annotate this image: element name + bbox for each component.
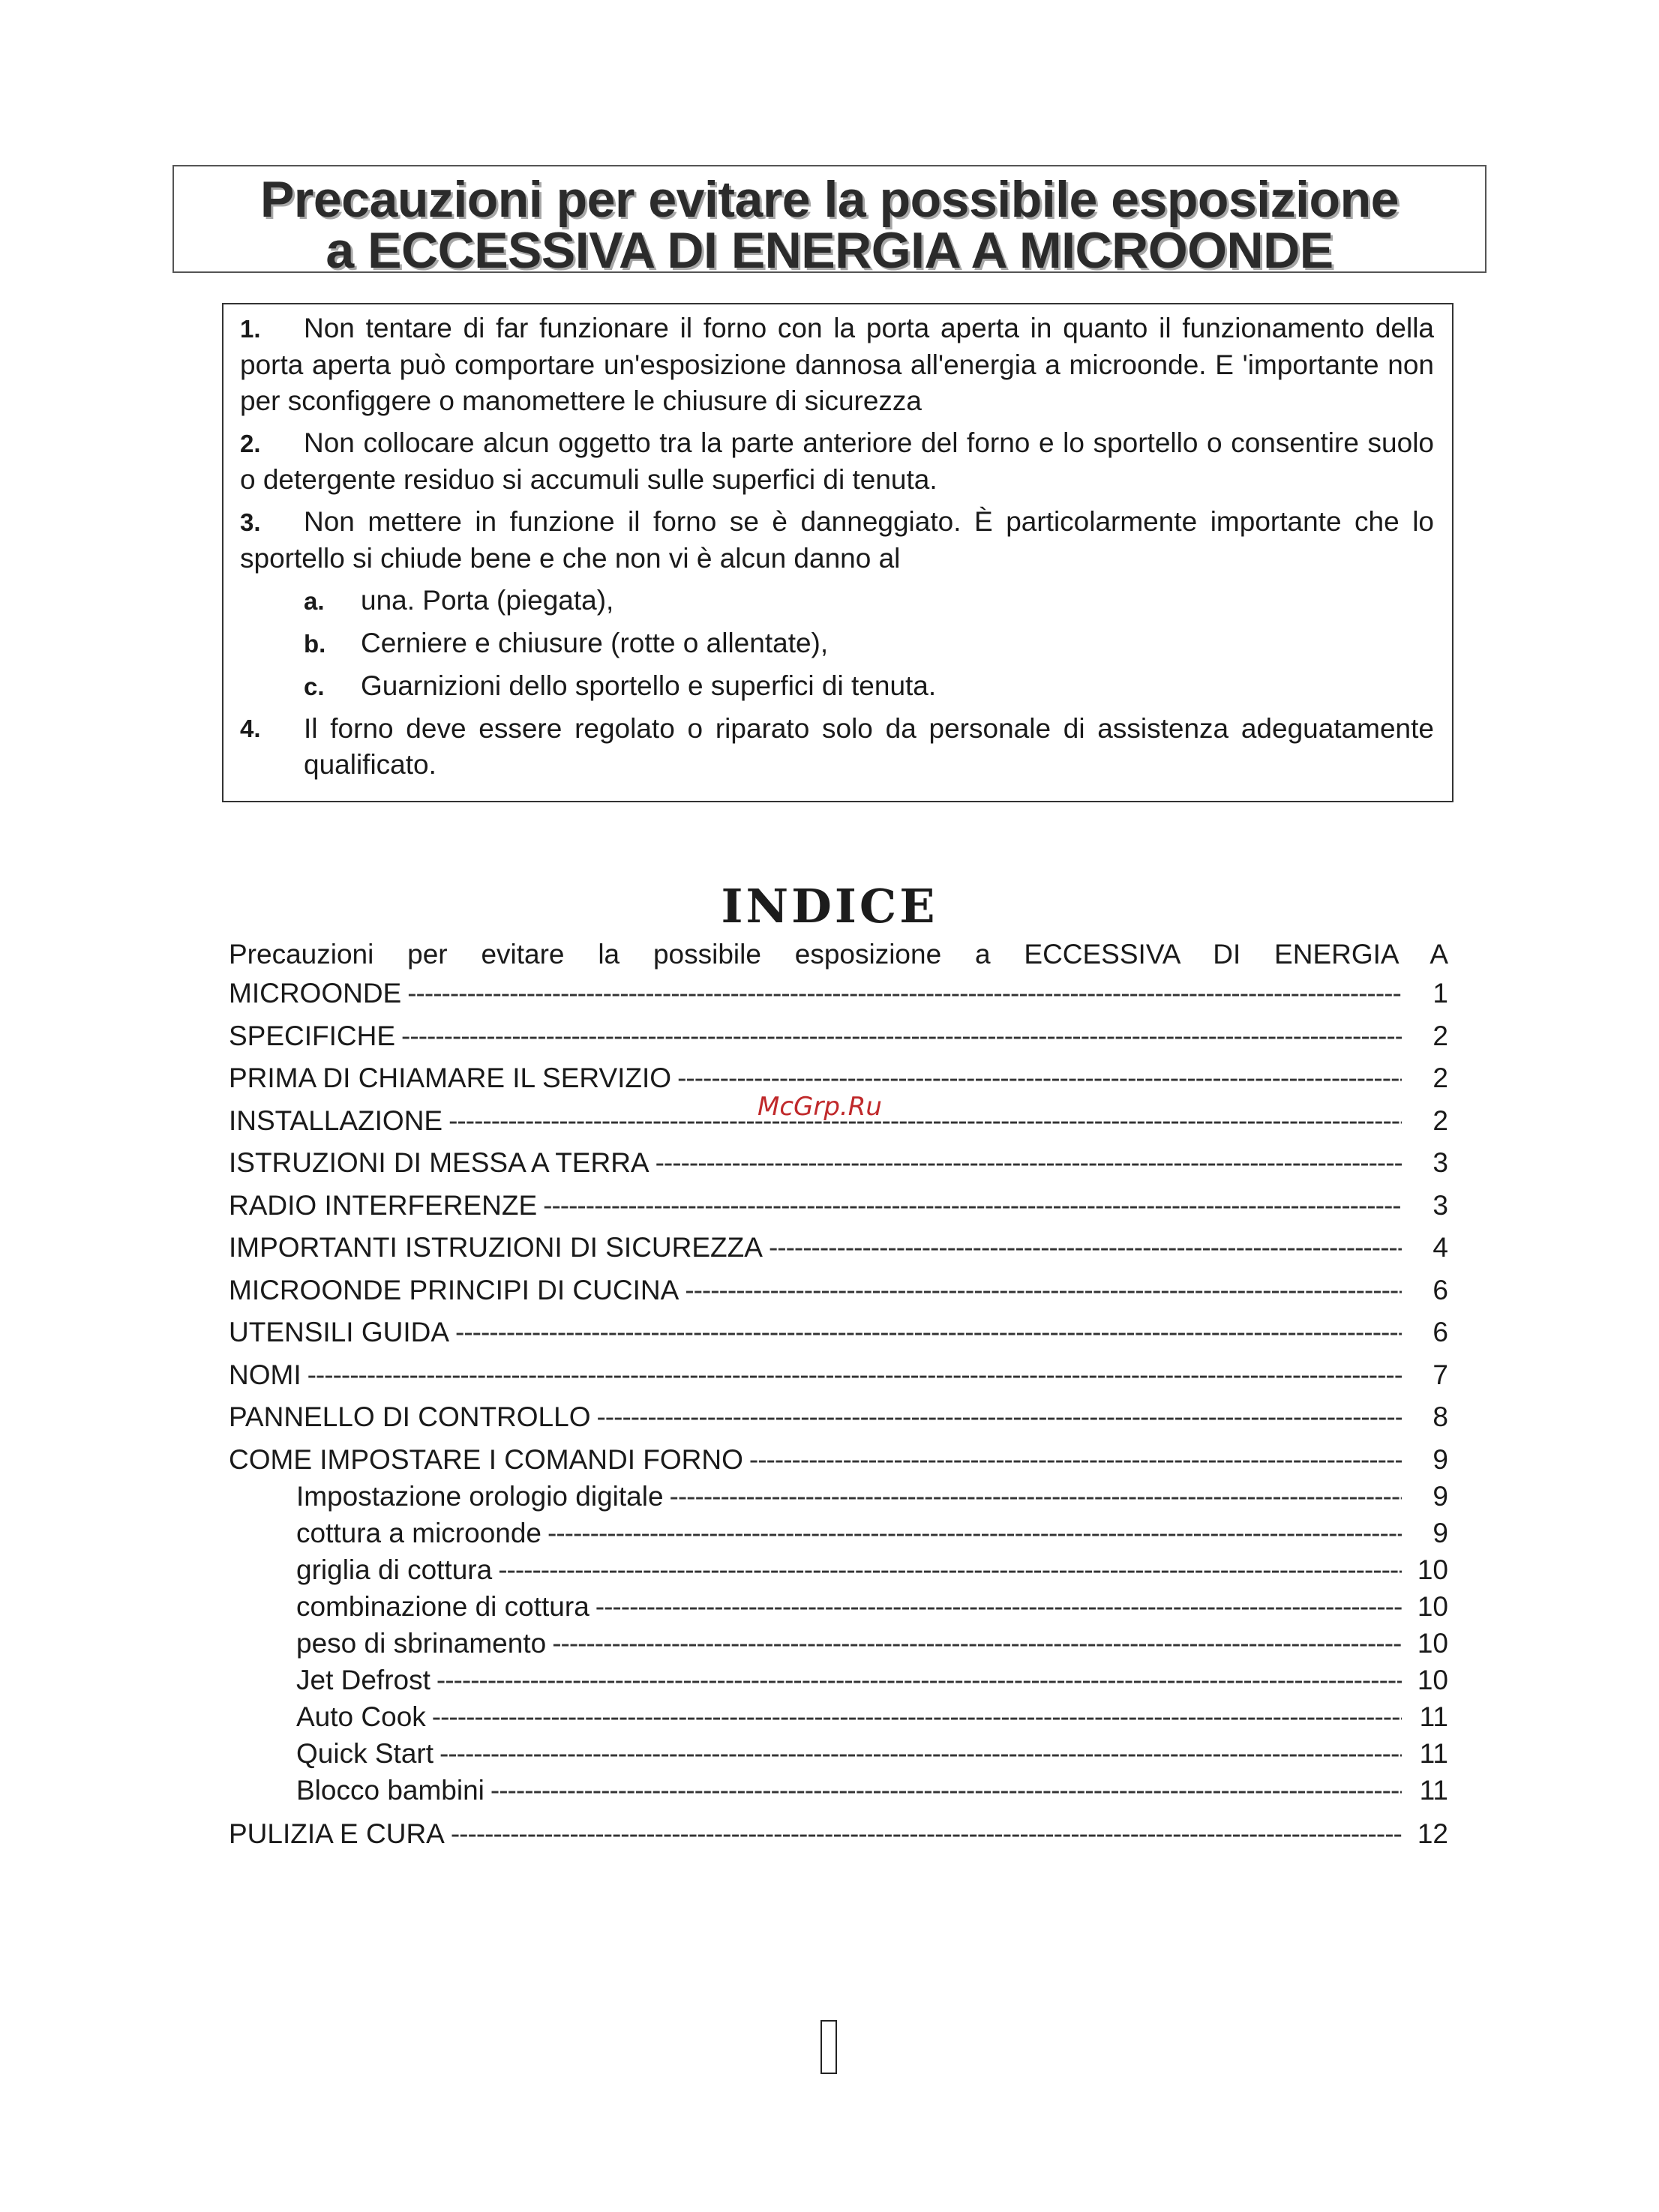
toc-entry-label: PANNELLO DI CONTROLLO: [229, 1401, 591, 1432]
toc-leader: [490, 1775, 1402, 1806]
warning-sub-item-a: [304, 583, 1434, 625]
toc-entry-page: 2: [1432, 1063, 1448, 1093]
sub-letter: c.: [304, 673, 325, 700]
toc-entry-page: 1: [1432, 978, 1448, 1009]
toc-entry-label: peso di sbrinamento: [296, 1627, 547, 1659]
toc-entry-page: 6: [1432, 1317, 1448, 1347]
toc-entry[interactable]: [229, 1348, 1448, 1391]
toc-entry-label: cottura a microonde: [296, 1517, 542, 1548]
toc-leader: [596, 1591, 1402, 1623]
toc-entry-page: 10: [1417, 1554, 1448, 1585]
warning-text: Non collocare alcun oggetto tra la parte anteriore del forno e lo sportello o consentire suolo o detergente residuo si accumuli sulle superfici di tenuta.: [240, 427, 1434, 495]
toc-leader: [749, 1444, 1402, 1476]
toc-intro-line: Precauzioni per evitare la possibile esposizione a ECCESSIVA DI ENERGIA A: [229, 939, 1448, 970]
toc-entry-label: PULIZIA E CURA: [229, 1818, 445, 1849]
sub-text: Guarnizioni dello sportello e superfici di tenuta.: [361, 670, 937, 701]
table-of-contents: [229, 937, 1448, 1850]
toc-title: INDICE: [721, 879, 938, 934]
toc-entry-label: Jet Defrost: [296, 1664, 430, 1695]
toc-entry-label: PRIMA DI CHIAMARE IL SERVIZIO: [229, 1063, 672, 1093]
toc-leader: [436, 1665, 1402, 1696]
toc-entry-page: 11: [1419, 1737, 1448, 1769]
toc-entry[interactable]: [229, 1263, 1448, 1306]
toc-leader: [670, 1481, 1402, 1512]
warning-text: Non mettere in funzione il forno se è danneggiato. È particolarmente importante che lo sportello si chiude bene e che non vi è alcun danno al: [240, 506, 1434, 574]
warning-number: 2.: [240, 430, 261, 457]
toc-entry-label: COME IMPOSTARE I COMANDI FORNO: [229, 1443, 743, 1475]
toc-entry-page: 11: [1419, 1701, 1448, 1732]
toc-leader: [596, 1401, 1402, 1433]
toc-entry-label: SPECIFICHE: [229, 1020, 396, 1051]
toc-entry-label: combinazione di cottura: [296, 1590, 590, 1622]
toc-subentry[interactable]: [229, 1770, 1448, 1806]
toc-leader: [548, 1518, 1402, 1549]
title-line-1: Precauzioni per evitare la possibile esposizione: [260, 171, 1399, 228]
warning-number: 1.: [240, 315, 261, 343]
warning-text: Il forno deve essere regolato o riparato solo da personale di assistenza adeguatamente qualificato.: [304, 713, 1434, 780]
watermark: McGrp.Ru: [758, 1092, 882, 1122]
toc-subentry[interactable]: [229, 1549, 1448, 1586]
toc-entry[interactable]: [229, 1221, 1448, 1264]
toc-leader: [308, 1359, 1402, 1391]
toc-entry-label: griglia di cottura: [296, 1554, 493, 1585]
toc-entry[interactable]: [229, 1179, 1448, 1221]
toc-leader: [543, 1190, 1402, 1221]
toc-entry[interactable]: [229, 1806, 1448, 1850]
toc-entry-page: 3: [1432, 1147, 1448, 1178]
warning-item-1: [240, 310, 1434, 419]
toc-entry-label: IMPORTANTI ISTRUZIONI DI SICUREZZA: [229, 1232, 763, 1263]
warning-number: 3.: [240, 508, 261, 536]
toc-entry-label: ISTRUZIONI DI MESSA A TERRA: [229, 1147, 650, 1178]
toc-leader: [451, 1818, 1402, 1850]
toc-entry-page: 10: [1417, 1590, 1448, 1622]
toc-subentry[interactable]: [229, 1476, 1448, 1512]
toc-leader: [407, 978, 1402, 1009]
toc-entry-page: 9: [1432, 1443, 1448, 1475]
toc-entry-page: 7: [1432, 1359, 1448, 1390]
sub-letter: b.: [304, 630, 326, 658]
toc-entry-label: INSTALLAZIONE: [229, 1105, 443, 1136]
toc-leader: [552, 1628, 1402, 1659]
toc-leader: [498, 1554, 1402, 1586]
sub-text: Cerniere e chiusure (rotte o allentate),: [361, 628, 829, 658]
toc-entry-label: RADIO INTERFERENZE: [229, 1189, 538, 1221]
toc-leader: [455, 1317, 1402, 1348]
toc-entry-label: Impostazione orologio digitale: [296, 1480, 664, 1512]
warning-text: Non tentare di far funzionare il forno con la porta aperta in quanto il funzionamento della porta aperta può comportare un'esposizione dannosa all'energia a microonde. E 'importante non per sconfiggere o manomettere le chiusure di sicurezza: [240, 313, 1434, 416]
toc-entry-page: 10: [1417, 1664, 1448, 1695]
toc-subentry[interactable]: [229, 1623, 1448, 1659]
toc-entry-label: Blocco bambini: [296, 1774, 484, 1806]
title-box: [172, 165, 1486, 279]
toc-leader: [677, 1063, 1402, 1094]
toc-entry[interactable]: [229, 1009, 1448, 1052]
sub-text: una. Porta (piegata),: [361, 585, 614, 616]
toc-entry-page: 9: [1432, 1517, 1448, 1548]
toc-entry-page: 10: [1417, 1627, 1448, 1659]
toc-entry[interactable]: [229, 1433, 1448, 1476]
warning-item-3: [240, 504, 1434, 577]
toc-leader: [769, 1232, 1402, 1263]
toc-leader: [440, 1738, 1402, 1770]
toc-entry-page: 2: [1432, 1105, 1448, 1136]
toc-entry-label: NOMI: [229, 1359, 302, 1390]
toc-subentry[interactable]: [229, 1659, 1448, 1696]
toc-subentry[interactable]: [229, 1512, 1448, 1549]
toc-entry-page: 3: [1432, 1189, 1448, 1221]
toc-entry[interactable]: [229, 1052, 1448, 1095]
warning-sub-item-c: [304, 668, 1434, 711]
sub-letter: a.: [304, 587, 325, 615]
toc-entry-label: MICROONDE: [229, 978, 402, 1009]
toc-subentry[interactable]: [229, 1733, 1448, 1770]
toc-entry-label: MICROONDE PRINCIPI DI CUCINA: [229, 1274, 680, 1305]
title-line-2: a ECCESSIVA DI ENERGIA A MICROONDE: [326, 222, 1334, 279]
warning-sub-item-b: [304, 625, 1434, 668]
toc-entry[interactable]: [229, 1391, 1448, 1434]
toc-entry[interactable]: [229, 1137, 1448, 1179]
toc-entry[interactable]: [229, 1094, 1448, 1137]
toc-subentry[interactable]: [229, 1696, 1448, 1733]
toc-entry-page: 9: [1432, 1480, 1448, 1512]
toc-entry-page: 4: [1432, 1232, 1448, 1263]
toc-entry-label: Quick Start: [296, 1737, 434, 1769]
toc-leader: [656, 1147, 1402, 1179]
toc-entry[interactable]: [229, 1306, 1448, 1349]
toc-leader: [432, 1701, 1402, 1733]
toc-entry-label: Auto Cook: [296, 1701, 426, 1732]
toc-entry-page: 11: [1419, 1774, 1448, 1806]
toc-leader: [401, 1021, 1402, 1052]
toc-entry[interactable]: [229, 972, 1448, 1009]
warnings-box: [222, 303, 1454, 802]
toc-leader: [685, 1275, 1402, 1306]
toc-entry-page: 6: [1432, 1274, 1448, 1305]
warning-item-4: [240, 711, 1434, 783]
toc-entry-page: 2: [1432, 1020, 1448, 1051]
warning-number: 4.: [240, 715, 261, 742]
toc-entry-label: UTENSILI GUIDA: [229, 1317, 449, 1347]
page-number-glyph: [820, 2020, 837, 2074]
toc-entry-page: 12: [1417, 1818, 1448, 1849]
toc-entry-page: 8: [1432, 1401, 1448, 1432]
warning-item-2: [240, 425, 1434, 498]
toc-leader: [448, 1105, 1402, 1137]
toc-subentry[interactable]: [229, 1586, 1448, 1623]
